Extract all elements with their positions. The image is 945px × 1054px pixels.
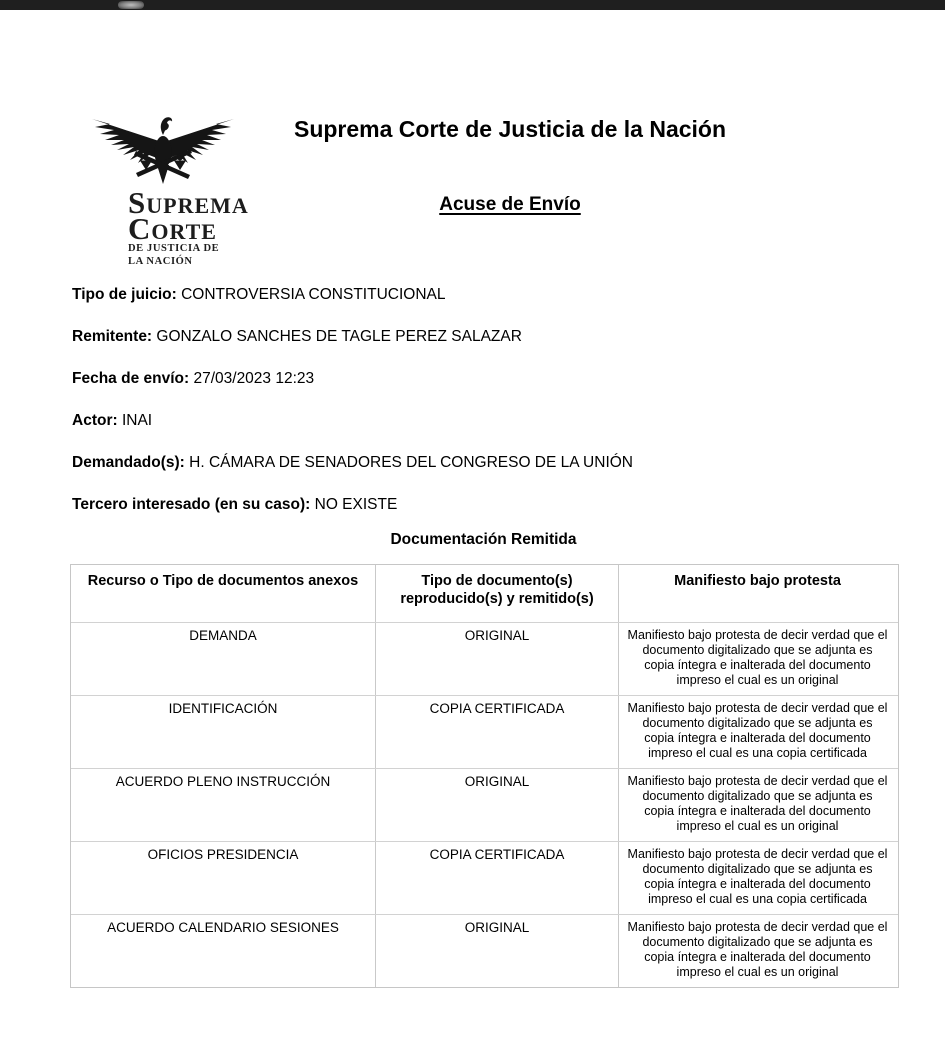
table-header-row (71, 565, 898, 622)
document-header (150, 115, 870, 216)
column-header-tipo-documento: Tipo de documento(s) reproducido(s) y remitido(s) (376, 565, 619, 622)
table-row (71, 841, 898, 914)
field-value: INAI (121, 412, 153, 429)
field-actor (72, 411, 892, 430)
column-header-manifiesto: Manifiesto bajo protesta (674, 573, 841, 589)
cell-tipo-documento: ORIGINAL (376, 915, 619, 987)
page-title: Suprema Corte de Justicia de la Nación (293, 116, 727, 142)
table-row (71, 622, 898, 695)
cell-manifiesto: Manifiesto bajo protesta de decir verdad que el documento digitalizado que se adjunta es copia íntegra e inalterada del documento impreso el cual es una copia certificada (627, 701, 888, 760)
field-label: Demandado(s): (72, 454, 185, 471)
logo-line-de-justicia: DE JUSTICIA DE (128, 243, 220, 254)
cell-tipo-documento: COPIA CERTIFICADA (376, 696, 619, 768)
table-row (71, 768, 898, 841)
field-remitente (72, 327, 892, 346)
logo-line-corte: Corte (128, 211, 217, 246)
cell-anexo: DEMANDA (71, 623, 376, 695)
table-row (71, 914, 898, 987)
column-header-anexos: Recurso o Tipo de documentos anexos (71, 565, 376, 622)
field-fecha-de-envio (72, 369, 892, 388)
field-value: CONTROVERSIA CONSTITUCIONAL (181, 286, 446, 303)
cell-tipo-documento: ORIGINAL (376, 769, 619, 841)
cell-anexo: OFICIOS PRESIDENCIA (71, 842, 376, 914)
cell-anexo: ACUERDO CALENDARIO SESIONES (71, 915, 376, 987)
cell-tipo-documento: ORIGINAL (376, 623, 619, 695)
logo-line-suprema: Suprema (128, 185, 249, 220)
documents-table (70, 564, 899, 988)
field-label: Actor: (72, 412, 118, 429)
metadata-section (72, 285, 892, 537)
field-value: 27/03/2023 12:23 (193, 370, 315, 387)
cell-manifiesto: Manifiesto bajo protesta de decir verdad que el documento digitalizado que se adjunta es copia íntegra e inalterada del documento impreso el cual es una copia certificada (627, 847, 888, 906)
field-label: Tercero interesado (en su caso): (72, 496, 311, 513)
field-tipo-de-juicio (72, 285, 892, 304)
window-top-bar (0, 0, 945, 10)
cell-manifiesto: Manifiesto bajo protesta de decir verdad que el documento digitalizado que se adjunta es copia íntegra e inalterada del documento impreso el cual es un original (627, 920, 888, 979)
cell-manifiesto: Manifiesto bajo protesta de decir verdad que el documento digitalizado que se adjunta es copia íntegra e inalterada del documento impreso el cual es un original (627, 774, 888, 833)
field-label: Remitente: (72, 328, 153, 345)
cell-anexo: IDENTIFICACIÓN (71, 696, 376, 768)
field-label: Fecha de envío: (72, 370, 190, 387)
field-demandados (72, 453, 892, 472)
cell-manifiesto: Manifiesto bajo protesta de decir verdad que el documento digitalizado que se adjunta es copia íntegra e inalterada del documento impreso el cual es un original (627, 628, 888, 687)
field-tercero-interesado (72, 495, 892, 514)
field-value: H. CÁMARA DE SENADORES DEL CONGRESO DE LA UNIÓN (189, 454, 633, 471)
table-row (71, 695, 898, 768)
cell-anexo: ACUERDO PLENO INSTRUCCIÓN (71, 769, 376, 841)
table-heading: Documentación Remitida (390, 531, 577, 548)
field-value: NO EXISTE (314, 496, 398, 513)
document-subtitle: Acuse de Envío (439, 194, 581, 215)
cell-tipo-documento: COPIA CERTIFICADA (376, 842, 619, 914)
window-chrome-fragment (118, 1, 144, 9)
logo-line-la-nacion: LA NACIÓN (128, 256, 193, 267)
field-label: Tipo de juicio: (72, 286, 177, 303)
field-value: GONZALO SANCHES DE TAGLE PEREZ SALAZAR (156, 328, 522, 345)
